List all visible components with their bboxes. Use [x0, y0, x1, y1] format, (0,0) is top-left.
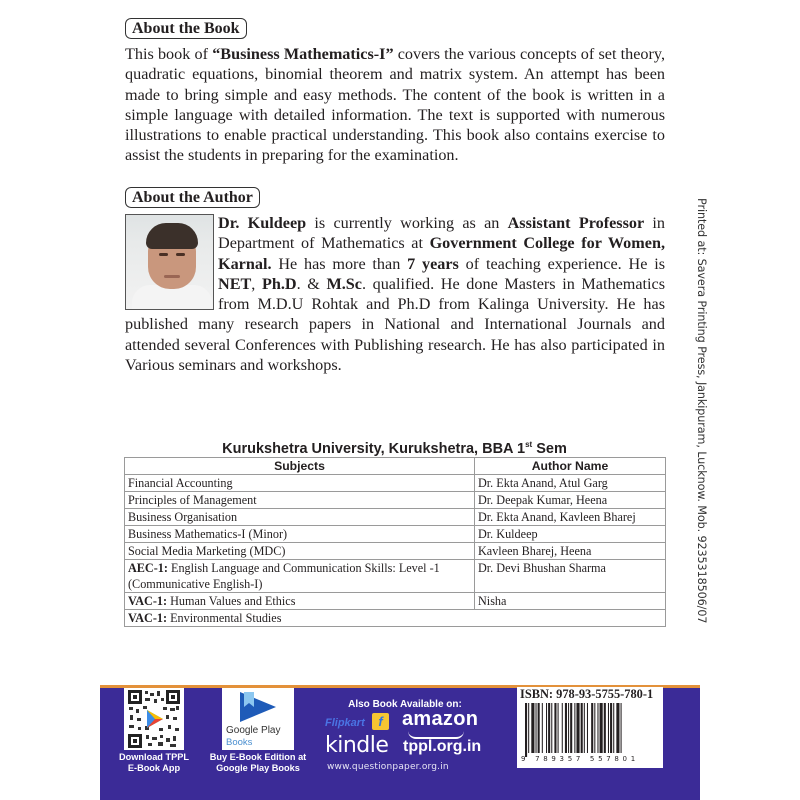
qr-caption-line1: Download TPPL: [119, 752, 189, 762]
available-on-label: Also Book Available on:: [348, 699, 462, 710]
subject-code: VAC-1:: [128, 611, 168, 625]
author-text-segment: is currently working as an: [306, 214, 508, 232]
table-row: [125, 593, 666, 610]
subject-name: Human Values and Ethics: [167, 594, 296, 608]
google-play-books-icon: [236, 690, 280, 724]
isbn-text: ISBN: 978-93-5755-780-1: [520, 687, 654, 701]
subject-name: Business Organisation: [128, 510, 238, 524]
subject-name: Environmental Studies: [167, 611, 282, 625]
barcode-icon: [523, 703, 657, 757]
author-text-segment: of teaching experience. He is: [458, 254, 666, 273]
about-book-text: [125, 44, 665, 166]
table-row: [125, 610, 666, 627]
header-subjects: Subjects: [125, 458, 475, 475]
author-cell: Dr. Kuldeep: [475, 526, 666, 543]
questionpaper-link[interactable]: www.questionpaper.org.in: [327, 762, 449, 772]
flipkart-bag-icon: f: [372, 713, 389, 730]
gpb-caption-line2: Google Play Books: [216, 762, 300, 773]
author-text-segment: M.Sc: [326, 274, 362, 293]
header-author: Author Name: [475, 458, 666, 475]
subject-name: English Language and Communication Skills: Level -1 (Communicative English-I): [128, 561, 440, 591]
qr-code-icon: [128, 690, 180, 748]
author-text-segment: Assistant Professor: [507, 214, 645, 232]
subject-cell: [125, 475, 475, 492]
author-text-segment: Government College for Women, Karnal.: [218, 234, 665, 273]
author-text-segment: ,: [251, 274, 262, 293]
google-play-books-badge[interactable]: [222, 688, 294, 750]
author-text-segment: . &: [296, 274, 327, 293]
about-book-text-prefix: This book of: [125, 45, 213, 63]
about-book-text-rest: covers the various concepts of set theory, quadratic equations, binomial theorem and matrix system. An attempt has been made to bring simple and easy methods. The content of the book is written in a simple language with detailed information. The text is supported with numerous illustrations to enable practical understanding. This book also contains exercise to assist the students in preparing for the examination.: [125, 45, 665, 165]
subject-cell: [125, 560, 475, 593]
printer-note: [694, 198, 710, 624]
author-cell: Dr. Ekta Anand, Atul Garg: [475, 475, 666, 492]
subject-cell: [125, 610, 666, 627]
isbn-barcode-box: [517, 687, 663, 768]
subject-cell: [125, 543, 475, 560]
table-row: [125, 475, 666, 492]
subject-cell: [125, 492, 475, 509]
table-row: [125, 560, 666, 593]
table-title-sup: st: [525, 440, 533, 449]
table-row: [125, 543, 666, 560]
photo-spacer: [125, 213, 218, 313]
author-text-segment: . qualified. He done Masters in Mathematics from M.D.U Rohtak and Ph.D from Kalinga University. He has published many research papers in National and International Journals and attended several Conferences with Publishing research. He has also participated in Various seminars and workshops.: [125, 274, 666, 375]
kindle-logo[interactable]: kindle: [325, 733, 389, 758]
subjects-table: [124, 457, 666, 627]
google-play-title: Google Play: [226, 725, 281, 736]
table-header-row: [125, 458, 666, 475]
table-title-suffix: Sem: [532, 440, 567, 457]
author-cell: Dr. Deepak Kumar, Heena: [475, 492, 666, 509]
about-author-text: [125, 213, 665, 375]
printer-note-text: Printed at: Savera Printing Press, Jankipuram, Lucknow. Mob. 9235318506/07: [695, 198, 708, 624]
gpb-caption-line1: Buy E-Book Edition at: [209, 752, 307, 762]
subject-name: Financial Accounting: [128, 476, 233, 490]
author-cell: Kavleen Bharej, Heena: [475, 543, 666, 560]
qr-code[interactable]: [124, 688, 184, 750]
google-play-books-sub: Books: [226, 737, 253, 748]
table-title: [124, 440, 665, 457]
author-cell: Dr. Ekta Anand, Kavleen Bharej: [475, 509, 666, 526]
barcode-digits: 9 789357 557801: [521, 755, 639, 763]
subject-name: Principles of Management: [128, 493, 257, 507]
author-text-segment: NET: [218, 274, 252, 293]
author-text-segment: Dr. Kuldeep: [218, 214, 307, 232]
table-row: [125, 492, 666, 509]
author-cell: Dr. Devi Bhushan Sharma: [475, 560, 666, 593]
table-title-text: Kurukshetra University, Kurukshetra, BBA 1: [222, 440, 526, 457]
book-title: “Business Mathematics-I”: [212, 45, 394, 63]
subject-code: VAC-1:: [128, 594, 168, 608]
table-row: [125, 526, 666, 543]
gpb-caption: [205, 752, 311, 773]
table-row: [125, 509, 666, 526]
subject-name: Business Mathematics-I (Minor): [128, 527, 288, 541]
subject-name: Social Media Marketing (MDC): [128, 544, 286, 558]
subject-code: AEC-1:: [128, 561, 168, 575]
subject-cell: [125, 509, 475, 526]
tppl-link[interactable]: tppl.org.in: [403, 738, 482, 755]
author-text-segment: Ph.D: [261, 274, 297, 293]
qr-caption-line2: E-Book App: [127, 762, 181, 773]
subject-cell: [125, 593, 475, 610]
author-text-segment: He has more than: [271, 254, 408, 273]
flipkart-logo[interactable]: Flipkart: [325, 717, 365, 729]
about-author-heading: About the Author: [125, 187, 260, 208]
subject-cell: [125, 526, 475, 543]
qr-caption: [110, 752, 198, 773]
author-cell: Nisha: [475, 593, 666, 610]
author-text-segment: 7 years: [407, 254, 459, 273]
author-text-segment: in Department of Mathematics at: [218, 214, 665, 253]
amazon-logo[interactable]: amazon: [402, 708, 479, 730]
about-book-heading: About the Book: [125, 18, 247, 39]
